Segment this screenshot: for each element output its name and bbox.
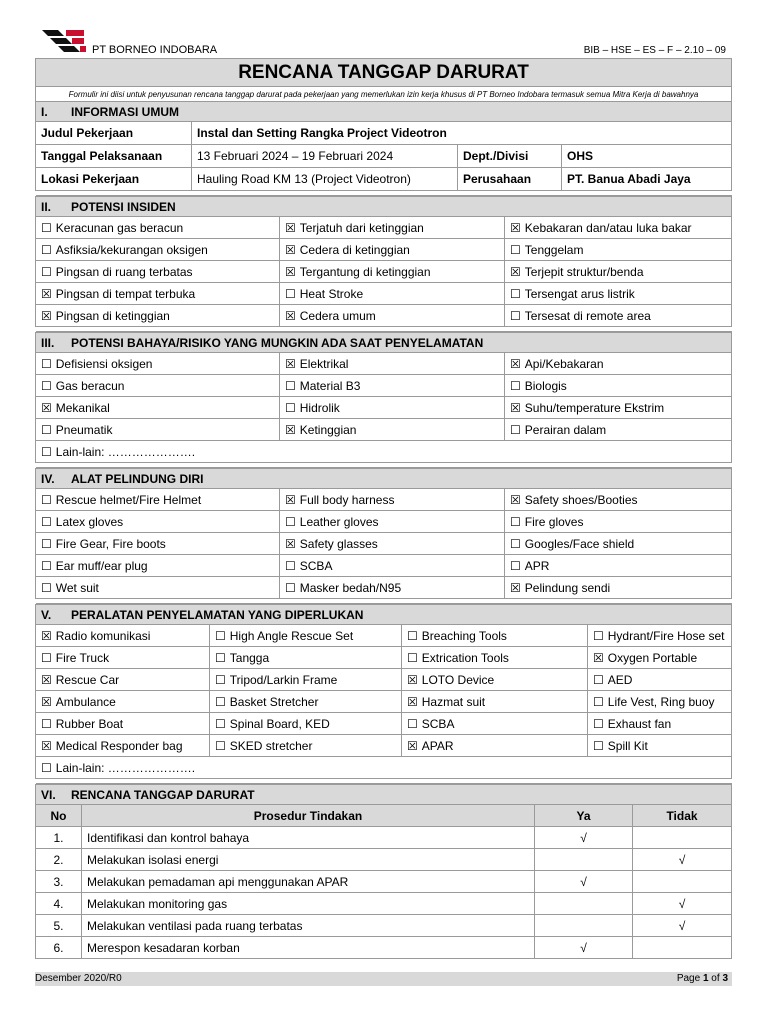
yes-mark[interactable] xyxy=(535,893,633,915)
checklist-item[interactable] xyxy=(505,419,732,441)
checklist-row xyxy=(36,353,732,375)
checkbox-checked[interactable]: ☒ xyxy=(510,492,521,507)
checkbox-unchecked[interactable]: ☐ xyxy=(215,694,226,709)
section-title: POTENSI BAHAYA/RISIKO YANG MUNGKIN ADA SAAT PENYELAMATAN xyxy=(71,335,484,350)
checklist-label: Biologis xyxy=(524,378,567,393)
procedure-text: Melakukan pemadaman api menggunakan APAR xyxy=(82,871,535,893)
dept-value: OHS xyxy=(562,145,732,168)
checklist-item[interactable] xyxy=(36,691,210,713)
table-row xyxy=(36,827,732,849)
dept-label: Dept./Divisi xyxy=(458,145,562,168)
checkbox-unchecked[interactable]: ☐ xyxy=(41,422,52,437)
checklist-label: Pelindung sendi xyxy=(524,580,611,595)
checkbox-checked[interactable]: ☒ xyxy=(407,672,418,687)
checklist-label: Gas beracun xyxy=(55,378,125,393)
checklist-row xyxy=(36,533,732,555)
checklist-row xyxy=(36,261,732,283)
page-footer xyxy=(35,972,732,986)
checklist-row xyxy=(36,419,732,441)
checkbox-unchecked[interactable]: ☐ xyxy=(407,716,418,731)
checkbox-unchecked[interactable]: ☐ xyxy=(407,650,418,665)
checklist-label: Masker bedah/N95 xyxy=(299,580,402,595)
checklist-item[interactable] xyxy=(36,305,280,327)
checklist-item[interactable] xyxy=(280,261,505,283)
table-row xyxy=(36,937,732,959)
checklist-item[interactable] xyxy=(280,419,505,441)
checklist-item[interactable] xyxy=(36,375,280,397)
checkbox-checked[interactable]: ☒ xyxy=(407,738,418,753)
checkbox-unchecked[interactable]: ☐ xyxy=(510,422,521,437)
checklist-item[interactable] xyxy=(588,713,732,735)
checklist-item[interactable] xyxy=(36,735,210,757)
company-name: PT BORNEO INDOBARA xyxy=(92,44,218,56)
checklist-label: Full body harness xyxy=(299,492,395,507)
checklist-item[interactable] xyxy=(210,625,402,647)
checklist-item[interactable] xyxy=(210,669,402,691)
checkbox-checked[interactable]: ☒ xyxy=(510,220,521,235)
checklist-item[interactable] xyxy=(588,625,732,647)
checklist-label: Latex gloves xyxy=(55,514,124,529)
checklist-row xyxy=(36,625,732,647)
yes-mark[interactable] xyxy=(535,849,633,871)
checklist-item[interactable] xyxy=(36,489,280,511)
location-value: Hauling Road KM 13 (Project Videotron) xyxy=(192,168,458,191)
section-potensi-insiden xyxy=(35,196,732,332)
no-mark[interactable] xyxy=(633,827,732,849)
checklist-label: Rubber Boat xyxy=(55,716,124,731)
checklist-item[interactable] xyxy=(280,577,505,599)
checkbox-unchecked[interactable]: ☐ xyxy=(285,286,296,301)
checkbox-unchecked[interactable]: ☐ xyxy=(215,672,226,687)
checklist-label: Basket Stretcher xyxy=(229,694,319,709)
checklist-item[interactable] xyxy=(210,713,402,735)
checkbox-unchecked[interactable]: ☐ xyxy=(41,378,52,393)
checklist-item[interactable] xyxy=(36,577,280,599)
checkbox-checked[interactable]: ☒ xyxy=(285,422,296,437)
checklist-item[interactable] xyxy=(402,735,588,757)
checklist-label: APR xyxy=(524,558,550,573)
form-sheet xyxy=(35,58,732,959)
row-number: 3. xyxy=(36,871,82,893)
checklist-item[interactable] xyxy=(505,353,732,375)
checklist-label: Tangga xyxy=(229,650,270,665)
checklist-item[interactable] xyxy=(36,261,280,283)
section-title: RENCANA TANGGAP DARURAT xyxy=(71,787,255,802)
checklist-item[interactable] xyxy=(280,511,505,533)
checklist-item[interactable] xyxy=(36,713,210,735)
no-mark[interactable]: √ xyxy=(633,915,732,937)
checkbox-unchecked[interactable]: ☐ xyxy=(593,694,604,709)
company-value: PT. Banua Abadi Jaya xyxy=(562,168,732,191)
checklist-label: Fire Truck xyxy=(55,650,110,665)
section-number: II. xyxy=(41,199,52,214)
section-peralatan xyxy=(35,604,732,784)
checklist-item[interactable] xyxy=(588,647,732,669)
checklist-label: Tersengat arus listrik xyxy=(524,286,635,301)
checkbox-unchecked[interactable]: ☐ xyxy=(407,628,418,643)
checklist-item[interactable] xyxy=(36,669,210,691)
checkbox-unchecked[interactable]: ☐ xyxy=(41,580,52,595)
checkbox-unchecked[interactable]: ☐ xyxy=(41,242,52,257)
checklist-item[interactable] xyxy=(588,735,732,757)
checkbox-checked[interactable]: ☒ xyxy=(285,492,296,507)
checklist-item[interactable] xyxy=(505,555,732,577)
procedure-text: Melakukan monitoring gas xyxy=(82,893,535,915)
checklist-item[interactable] xyxy=(402,713,588,735)
checklist-item[interactable] xyxy=(505,577,732,599)
section-apd xyxy=(35,468,732,604)
job-title-value: Instal dan Setting Rangka Project Videotron xyxy=(192,122,732,145)
section-potensi-bahaya xyxy=(35,332,732,468)
section-number: VI. xyxy=(41,787,56,802)
checklist-label: SCBA xyxy=(299,558,333,573)
checklist-item[interactable] xyxy=(402,647,588,669)
date-label: Tanggal Pelaksanaan xyxy=(36,145,192,168)
checklist-item[interactable] xyxy=(505,283,732,305)
checkbox-unchecked[interactable]: ☐ xyxy=(41,558,52,573)
row-number: 6. xyxy=(36,937,82,959)
checklist-item[interactable] xyxy=(505,217,732,239)
no-mark[interactable] xyxy=(633,937,732,959)
checkbox-unchecked[interactable]: ☐ xyxy=(41,356,52,371)
checklist-label: Breaching Tools xyxy=(421,628,507,643)
checkbox-unchecked[interactable]: ☐ xyxy=(41,760,52,775)
table-row xyxy=(36,915,732,937)
checkbox-checked[interactable]: ☒ xyxy=(285,220,296,235)
checklist-row xyxy=(36,735,732,757)
checkbox-unchecked[interactable]: ☐ xyxy=(41,492,52,507)
checklist-label: Terjatuh dari ketinggian xyxy=(299,220,424,235)
checkbox-unchecked[interactable]: ☐ xyxy=(510,558,521,573)
checklist-label: Safety shoes/Booties xyxy=(524,492,638,507)
checkbox-unchecked[interactable]: ☐ xyxy=(41,264,52,279)
checkbox-unchecked[interactable]: ☐ xyxy=(510,514,521,529)
checkbox-checked[interactable]: ☒ xyxy=(285,308,296,323)
checkbox-unchecked[interactable]: ☐ xyxy=(41,716,52,731)
checkbox-unchecked[interactable]: ☐ xyxy=(510,378,521,393)
checklist-label: Rescue helmet/Fire Helmet xyxy=(55,492,202,507)
section-title: PERALATAN PENYELAMATAN YANG DIPERLUKAN xyxy=(71,607,364,622)
checklist-row xyxy=(36,397,732,419)
checklist-item[interactable] xyxy=(402,669,588,691)
checkbox-checked[interactable]: ☒ xyxy=(285,356,296,371)
page-number: Page 1 of 3 xyxy=(676,973,728,984)
checkbox-unchecked[interactable]: ☐ xyxy=(285,558,296,573)
procedure-text: Melakukan isolasi energi xyxy=(82,849,535,871)
checklist-label: Cedera di ketinggian xyxy=(299,242,410,257)
yes-mark[interactable]: √ xyxy=(535,871,633,893)
checkbox-checked[interactable]: ☒ xyxy=(41,286,52,301)
checkbox-unchecked[interactable]: ☐ xyxy=(593,628,604,643)
checklist-label: Pingsan di tempat terbuka xyxy=(55,286,196,301)
checklist-label: Pingsan di ruang terbatas xyxy=(55,264,193,279)
no-mark[interactable] xyxy=(633,871,732,893)
checklist-label: Kebakaran dan/atau luka bakar xyxy=(524,220,692,235)
checklist-item[interactable] xyxy=(36,397,280,419)
section-rencana-tanggap xyxy=(35,784,732,959)
checklist-label: Tergantung di ketinggian xyxy=(299,264,431,279)
other-label: Lain-lain: …………………. xyxy=(55,760,196,775)
checklist-item[interactable] xyxy=(210,691,402,713)
checklist-item[interactable] xyxy=(505,533,732,555)
checklist-item[interactable] xyxy=(505,397,732,419)
job-title-label: Judul Pekerjaan xyxy=(36,122,192,145)
checklist-item[interactable] xyxy=(280,397,505,419)
checklist-label: Pingsan di ketinggian xyxy=(55,308,170,323)
checklist-item[interactable] xyxy=(588,691,732,713)
checklist-item[interactable] xyxy=(505,489,732,511)
checklist-row xyxy=(36,669,732,691)
company-label: Perusahaan xyxy=(458,168,562,191)
checklist-label: Leather gloves xyxy=(299,514,379,529)
checkbox-unchecked[interactable]: ☐ xyxy=(510,536,521,551)
checklist-label: Safety glasses xyxy=(299,536,378,551)
checklist-item[interactable] xyxy=(36,419,280,441)
section-number: I. xyxy=(41,104,48,119)
checklist-label: Radio komunikasi xyxy=(55,628,151,643)
no-mark[interactable]: √ xyxy=(633,849,732,871)
checklist-label: Hydrant/Fire Hose set xyxy=(607,628,725,643)
checkbox-unchecked[interactable]: ☐ xyxy=(41,444,52,459)
checklist-label: Ear muff/ear plug xyxy=(55,558,148,573)
checklist-label: Oxygen Portable xyxy=(607,650,698,665)
date-value: 13 Februari 2024 – 19 Februari 2024 xyxy=(192,145,458,168)
checkbox-checked[interactable]: ☒ xyxy=(41,400,52,415)
checklist-label: SKED stretcher xyxy=(229,738,313,753)
checklist-label: Fire Gear, Fire boots xyxy=(55,536,166,551)
checklist-item[interactable] xyxy=(280,489,505,511)
checklist-item[interactable] xyxy=(36,533,280,555)
checklist-item[interactable] xyxy=(280,375,505,397)
section-title: POTENSI INSIDEN xyxy=(71,199,176,214)
checklist-item[interactable] xyxy=(588,669,732,691)
checklist-label: Hazmat suit xyxy=(421,694,486,709)
checklist-row xyxy=(36,577,732,599)
section-title: INFORMASI UMUM xyxy=(71,104,179,119)
checklist-item[interactable] xyxy=(505,261,732,283)
checklist-label: Defisiensi oksigen xyxy=(55,356,153,371)
checklist-row xyxy=(36,305,732,327)
checklist-row xyxy=(36,217,732,239)
checklist-label: Extrication Tools xyxy=(421,650,509,665)
checkbox-checked[interactable]: ☒ xyxy=(285,536,296,551)
checklist-row xyxy=(36,283,732,305)
other-equipment-row[interactable] xyxy=(36,757,732,779)
procedure-text: Merespon kesadaran korban xyxy=(82,937,535,959)
checklist-label: Spill Kit xyxy=(607,738,648,753)
checklist-item[interactable] xyxy=(505,511,732,533)
location-label: Lokasi Pekerjaan xyxy=(36,168,192,191)
checklist-label: Googles/Face shield xyxy=(524,536,635,551)
checklist-row xyxy=(36,691,732,713)
table-row xyxy=(36,893,732,915)
checklist-item[interactable] xyxy=(36,283,280,305)
form-note: Formulir ini diisi untuk penyusunan rencana tanggap darurat pada pekerjaan yang memerlukan izin kerja khusus di PT Borneo Indobara termasuk semua Mitra Kerja di bawahnya xyxy=(36,87,732,102)
row-number: 4. xyxy=(36,893,82,915)
row-number: 5. xyxy=(36,915,82,937)
checklist-label: Medical Responder bag xyxy=(55,738,183,753)
checklist-item[interactable] xyxy=(505,239,732,261)
checklist-item[interactable] xyxy=(36,625,210,647)
yes-mark[interactable]: √ xyxy=(535,827,633,849)
checklist-label: Elektrikal xyxy=(299,356,349,371)
checklist-label: Tersesat di remote area xyxy=(524,308,651,323)
checklist-item[interactable] xyxy=(505,375,732,397)
checkbox-unchecked[interactable]: ☐ xyxy=(510,308,521,323)
checkbox-checked[interactable]: ☒ xyxy=(41,308,52,323)
checklist-item[interactable] xyxy=(36,239,280,261)
checklist-item[interactable] xyxy=(36,353,280,375)
form-header xyxy=(35,58,732,101)
checkbox-unchecked[interactable]: ☐ xyxy=(41,650,52,665)
section-number: IV. xyxy=(41,471,55,486)
checkbox-unchecked[interactable]: ☐ xyxy=(593,738,604,753)
procedure-text: Identifikasi dan kontrol bahaya xyxy=(82,827,535,849)
checkbox-checked[interactable]: ☒ xyxy=(510,400,521,415)
checklist-label: Api/Kebakaran xyxy=(524,356,604,371)
checklist-label: Perairan dalam xyxy=(524,422,607,437)
document-code: BIB – HSE – ES – F – 2.10 – 09 xyxy=(583,45,726,56)
checkbox-checked[interactable]: ☒ xyxy=(41,628,52,643)
checklist-item[interactable] xyxy=(210,735,402,757)
checkbox-unchecked[interactable]: ☐ xyxy=(510,242,521,257)
checklist-label: Pneumatik xyxy=(55,422,113,437)
checklist-item[interactable] xyxy=(36,555,280,577)
checklist-label: Mekanikal xyxy=(55,400,110,415)
checkbox-unchecked[interactable]: ☐ xyxy=(285,378,296,393)
other-label: Lain-lain: …………………. xyxy=(55,444,196,459)
checkbox-unchecked[interactable]: ☐ xyxy=(215,628,226,643)
checkbox-checked[interactable]: ☒ xyxy=(407,694,418,709)
section-informasi-umum xyxy=(35,101,732,196)
checklist-label: Ketinggian xyxy=(299,422,357,437)
checkbox-unchecked[interactable]: ☐ xyxy=(41,220,52,235)
checklist-label: LOTO Device xyxy=(421,672,495,687)
checklist-label: High Angle Rescue Set xyxy=(229,628,354,643)
section-number: V. xyxy=(41,607,52,622)
checklist-label: Spinal Board, KED xyxy=(229,716,330,731)
checklist-label: AED xyxy=(607,672,633,687)
checklist-row xyxy=(36,375,732,397)
row-number: 1. xyxy=(36,827,82,849)
company-logo xyxy=(42,30,88,56)
yes-mark[interactable] xyxy=(535,915,633,937)
checklist-item[interactable] xyxy=(36,511,280,533)
checklist-row xyxy=(36,239,732,261)
col-no-answer: Tidak xyxy=(633,805,732,827)
checklist-label: Cedera umum xyxy=(299,308,376,323)
checkbox-unchecked[interactable]: ☐ xyxy=(285,514,296,529)
checkbox-checked[interactable]: ☒ xyxy=(510,580,521,595)
checkbox-checked[interactable]: ☒ xyxy=(41,694,52,709)
checklist-row xyxy=(36,713,732,735)
checklist-item[interactable] xyxy=(280,533,505,555)
checkbox-checked[interactable]: ☒ xyxy=(285,264,296,279)
checklist-item[interactable] xyxy=(280,305,505,327)
checkbox-checked[interactable]: ☒ xyxy=(510,356,521,371)
checklist-label: Suhu/temperature Ekstrim xyxy=(524,400,665,415)
row-number: 2. xyxy=(36,849,82,871)
checklist-item[interactable] xyxy=(402,691,588,713)
form-title: RENCANA TANGGAP DARURAT xyxy=(36,59,732,87)
yes-mark[interactable]: √ xyxy=(535,937,633,959)
checklist-label: Fire gloves xyxy=(524,514,584,529)
section-number: III. xyxy=(41,335,55,350)
checklist-item[interactable] xyxy=(280,555,505,577)
checkbox-unchecked[interactable]: ☐ xyxy=(215,716,226,731)
checklist-label: Wet suit xyxy=(55,580,99,595)
checkbox-checked[interactable]: ☒ xyxy=(41,738,52,753)
checklist-label: Hidrolik xyxy=(299,400,340,415)
col-yes: Ya xyxy=(535,805,633,827)
checklist-label: Asfiksia/kekurangan oksigen xyxy=(55,242,208,257)
checkbox-unchecked[interactable]: ☐ xyxy=(510,286,521,301)
checklist-label: Rescue Car xyxy=(55,672,120,687)
checkbox-unchecked[interactable]: ☐ xyxy=(285,400,296,415)
checkbox-unchecked[interactable]: ☐ xyxy=(593,672,604,687)
procedure-text: Melakukan ventilasi pada ruang terbatas xyxy=(82,915,535,937)
checkbox-unchecked[interactable]: ☐ xyxy=(593,716,604,731)
checklist-label: Heat Stroke xyxy=(299,286,364,301)
checklist-item[interactable] xyxy=(210,647,402,669)
checklist-item[interactable] xyxy=(280,353,505,375)
checkbox-unchecked[interactable]: ☐ xyxy=(215,650,226,665)
checkbox-unchecked[interactable]: ☐ xyxy=(41,536,52,551)
col-no: No xyxy=(36,805,82,827)
checklist-item[interactable] xyxy=(36,647,210,669)
checkbox-checked[interactable]: ☒ xyxy=(41,672,52,687)
checkbox-checked[interactable]: ☒ xyxy=(285,242,296,257)
checklist-label: Exhaust fan xyxy=(607,716,672,731)
table-row xyxy=(36,849,732,871)
checklist-label: Keracunan gas beracun xyxy=(55,220,184,235)
checklist-item[interactable] xyxy=(402,625,588,647)
checkbox-checked[interactable]: ☒ xyxy=(510,264,521,279)
checklist-label: APAR xyxy=(421,738,454,753)
other-hazard-row[interactable] xyxy=(36,441,732,463)
checkbox-unchecked[interactable]: ☐ xyxy=(41,514,52,529)
checklist-label: Material B3 xyxy=(299,378,361,393)
checklist-item[interactable] xyxy=(505,305,732,327)
section-title: ALAT PELINDUNG DIRI xyxy=(71,471,204,486)
checklist-item[interactable] xyxy=(280,283,505,305)
checklist-label: SCBA xyxy=(421,716,455,731)
checklist-label: Tenggelam xyxy=(524,242,584,257)
checklist-label: Life Vest, Ring buoy xyxy=(607,694,715,709)
checklist-row xyxy=(36,511,732,533)
checklist-label: Ambulance xyxy=(55,694,116,709)
col-procedure: Prosedur Tindakan xyxy=(82,805,535,827)
revision-label: Desember 2020/R0 xyxy=(35,973,122,984)
checklist-label: Tripod/Larkin Frame xyxy=(229,672,338,687)
checklist-row xyxy=(36,489,732,511)
checklist-row xyxy=(36,647,732,669)
checklist-item[interactable] xyxy=(280,239,505,261)
checklist-row xyxy=(36,555,732,577)
table-row xyxy=(36,871,732,893)
checkbox-checked[interactable]: ☒ xyxy=(593,650,604,665)
checklist-item[interactable] xyxy=(280,217,505,239)
checklist-label: Terjepit struktur/benda xyxy=(524,264,644,279)
no-mark[interactable]: √ xyxy=(633,893,732,915)
checklist-item[interactable] xyxy=(36,217,280,239)
checkbox-unchecked[interactable]: ☐ xyxy=(215,738,226,753)
checkbox-unchecked[interactable]: ☐ xyxy=(285,580,296,595)
